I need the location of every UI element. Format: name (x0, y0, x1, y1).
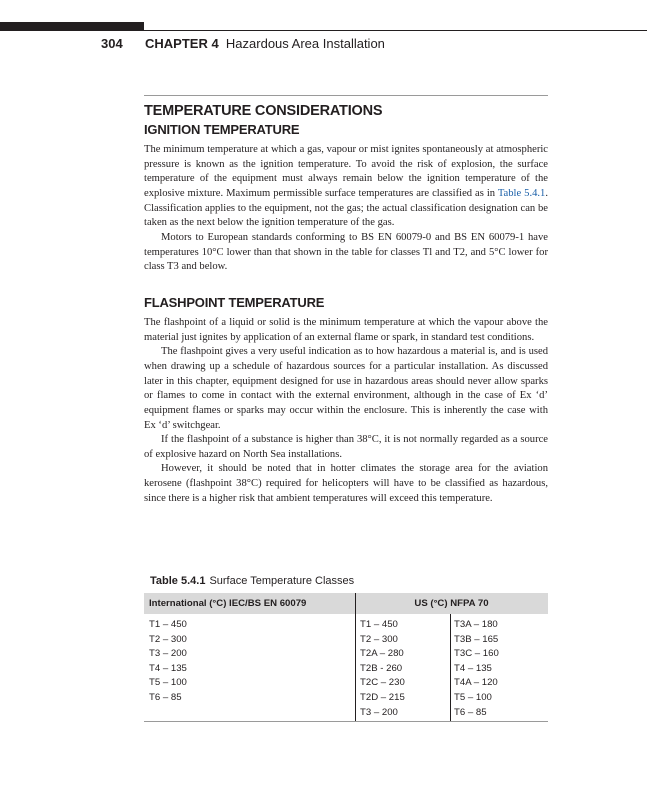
table-cell: T1 – 450 (149, 619, 187, 630)
column-us-2 (454, 618, 499, 720)
table-caption-number: Table 5.4.1 (150, 575, 206, 587)
main-content (144, 101, 548, 506)
section-title: TEMPERATURE CONSIDERATIONS (144, 103, 383, 119)
table-cell: T1 – 450 (360, 619, 398, 630)
table-cell: T3 – 200 (360, 706, 398, 718)
table-bottom-rule (144, 721, 548, 722)
table-caption (150, 575, 354, 587)
table-divider-us (450, 614, 451, 722)
ignition-paragraph-2: Motors to European standards conforming to BS EN 60079-0 and BS EN 60079-1 have temperatures 10°C lower than that shown in the table for classes Tl and T2, and 5°C lower for class T3 and below. (144, 231, 548, 273)
flashpoint-heading: FLASHPOINT TEMPERATURE (144, 294, 325, 310)
flashpoint-paragraph-1: The flashpoint of a liquid or solid is the minimum temperature at which the vapour above the material just ignites by application of an external flame or spark, in standard test conditions. (144, 316, 548, 343)
flashpoint-paragraph-2: The flashpoint gives a very useful indication as to how hazardous a material is, and is used when drawing up a schedule of hazardous sources for a particular installation. As discussed later in this chapter, equipment designed for use in hazardous areas should never allow sparks or flames to come in contact with the external environment, although in the case of Ex ‘d’ equipment flames or sparks may occur within the enclosure. This is inherently the case with Ex ‘d’ switchgear. (144, 346, 548, 431)
chapter-title: Hazardous Area Installation (225, 36, 385, 51)
ignition-paragraph-1 (144, 143, 548, 231)
table-cell: T3 – 200 (149, 648, 187, 660)
column-us-1 (360, 618, 405, 720)
header-rule (144, 30, 647, 31)
table-cell: T3C – 160 (454, 648, 499, 660)
table-cell: T3B – 165 (454, 633, 499, 645)
table-header-row (144, 593, 548, 614)
table-cell: T2 – 300 (360, 633, 398, 645)
page-number: 304 (101, 36, 123, 51)
flashpoint-paragraph-3: If the flashpoint of a substance is higher than 38°C, it is not normally regarded as a source of explosive hazard on North Sea installations. (144, 434, 548, 460)
ignition-text-b: . Classification applies to the equipment, not the gas; the actual classification designation can be taken as the next below the ignition temperature of the gas. (144, 187, 549, 229)
table-divider-main (355, 593, 356, 722)
flashpoint-paragraph-4: However, it should be noted that in hotter climates the storage area for the aviation kerosene (flashpoint 38°C) required for helicopters will have to be classified as hazardous, since there is a higher risk that ambient temperatures will exceed this temperature. (144, 463, 548, 504)
column-international (149, 618, 187, 706)
running-head (101, 36, 385, 51)
header-bar (0, 22, 144, 31)
table-cell: T4A – 120 (454, 677, 498, 689)
table-reference-link[interactable]: Table 5.4.1 (497, 187, 546, 199)
surface-temperature-table (144, 593, 548, 722)
ignition-text-a: The minimum temperature at which a gas, vapour or mist ignites spontaneously at atmospheric pressure is known as the ignition temperature. To avoid the risk of explosion, the surface temperature of the equipment must always remain below the ignition temperature of the explosive mixture. Maximum permissible surface temperatures are classified as in (144, 144, 548, 199)
table-cell: T5 – 100 (149, 677, 187, 689)
header-international: International (°C) IEC/BS EN 60079 (149, 598, 307, 609)
table-caption-text: Surface Temperature Classes (209, 575, 355, 587)
section-rule (144, 95, 548, 96)
table-cell: T4 – 135 (149, 662, 187, 674)
chapter-label: CHAPTER 4 (145, 36, 219, 51)
table-cell: T2A – 280 (360, 648, 404, 660)
table-cell: T6 – 85 (454, 706, 487, 718)
header-us: US (°C) NFPA 70 (414, 598, 489, 609)
table-cell: T6 – 85 (149, 691, 182, 703)
table-cell: T2D – 215 (360, 691, 405, 703)
ignition-heading: IGNITION TEMPERATURE (144, 122, 300, 137)
table-cell: T5 – 100 (454, 691, 492, 703)
table-cell: T4 – 135 (454, 662, 492, 674)
table-cell: T2B - 260 (360, 662, 403, 674)
table-cell: T2 – 300 (149, 633, 187, 645)
table-cell: T2C – 230 (360, 677, 405, 689)
table-cell: T3A – 180 (454, 619, 498, 630)
